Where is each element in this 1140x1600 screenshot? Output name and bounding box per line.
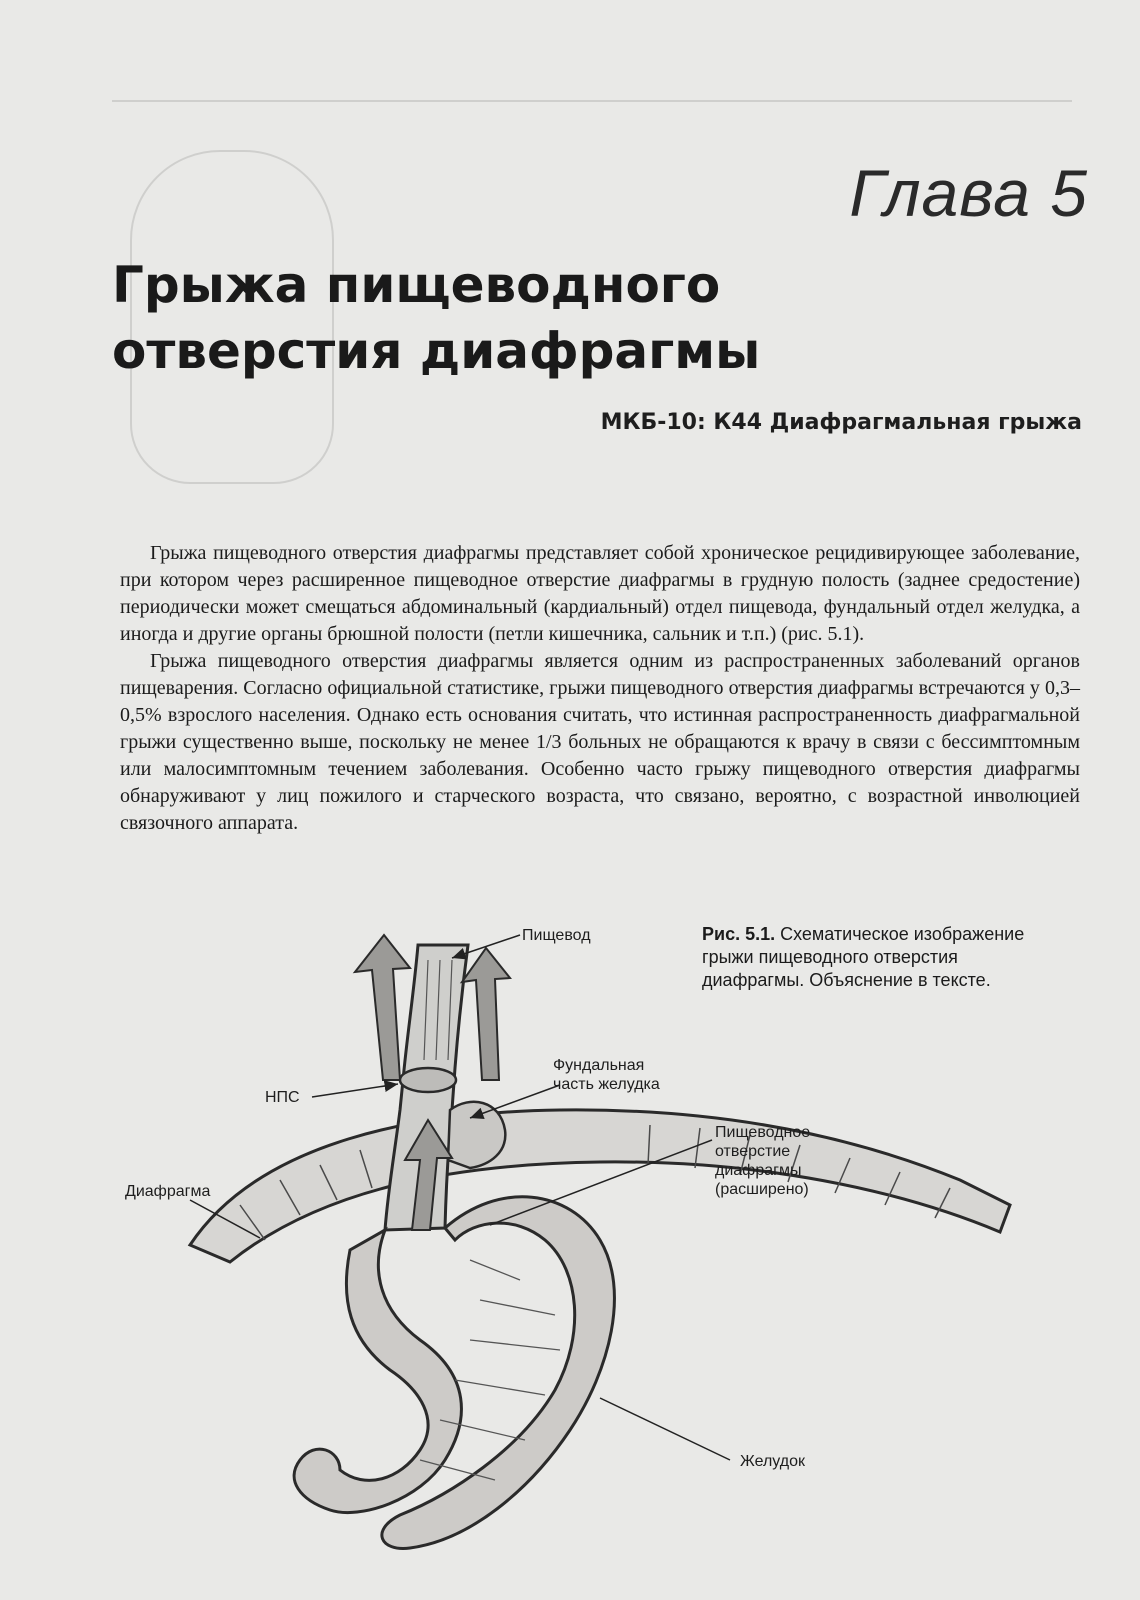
leader-stomach xyxy=(600,1398,730,1460)
figure-caption-number: Рис. 5.1. xyxy=(702,924,776,944)
label-hiatus-line-2: отверстие xyxy=(715,1143,791,1160)
label-fundus-line-1: Фундальная xyxy=(553,1057,645,1074)
label-hiatus xyxy=(715,1123,810,1199)
label-les: НПС xyxy=(265,1089,300,1106)
label-esophagus: Пищевод xyxy=(522,927,591,944)
label-diaphragm: Диафрагма xyxy=(125,1183,211,1200)
stomach-shape xyxy=(294,1197,614,1549)
label-hiatus-line-4: (расширено) xyxy=(715,1181,809,1198)
paragraph-1: Грыжа пищеводного отверстия диафрагмы представляет собой хроническое рецидивирующее заболевание, при котором через расширенное пищеводное отверстие диафрагмы в грудную полость (заднее средостение) периодически может смещаться абдоминальный (кардиальный) отдел пищевода, фундальный отдел желудка, а иногда и другие органы брюшной полости (петли кишечника, сальник и т.п.) (рис. 5.1). xyxy=(120,542,1080,645)
figure-caption-text: Схематическое изображение грыжи пищеводного отверстия диафрагмы. Объяснение в тексте. xyxy=(702,924,1025,990)
label-fundus-line-2: часть желудка xyxy=(553,1076,660,1093)
label-stomach: Желудок xyxy=(740,1453,805,1470)
label-hiatus-line-1: Пищеводное xyxy=(715,1124,811,1141)
les-ring xyxy=(400,1068,456,1092)
label-hiatus-line-3: диафрагмы xyxy=(715,1162,802,1179)
icd-heading: МКБ-10: К44 Диафрагмальная грыжа xyxy=(600,410,1082,435)
upward-arrow-left xyxy=(355,935,410,1080)
chapter-title-line-1: Грыжа пищеводного xyxy=(112,256,721,314)
upward-arrow-right xyxy=(462,948,510,1080)
paragraph-2: Грыжа пищеводного отверстия диафрагмы является одним из распространенных заболеваний органов пищеварения. Согласно официальной статистике, грыжи пищеводного отверстия диафрагмы встречаются у 0,3–0,5% взрослого населения. Однако есть основания считать, что истинная распространенность диафрагмальной грыжи существенно выше, поскольку не менее 1/3 больных не обращаются к врачу в связи с бессимптомным или малосимптомным течением заболевания. Особенно часто грыжу пищеводного отверстия диафрагмы обнаруживают у лиц пожилого и старческого возраста, что связано, вероятно, с возрастной инволюцией связочного аппарата. xyxy=(120,650,1080,834)
chapter-label: Глава 5 xyxy=(849,156,1088,230)
chapter-title-line-2: отверстия диафрагмы xyxy=(112,322,761,380)
label-fundus xyxy=(553,1056,660,1094)
leader-les xyxy=(312,1084,398,1097)
